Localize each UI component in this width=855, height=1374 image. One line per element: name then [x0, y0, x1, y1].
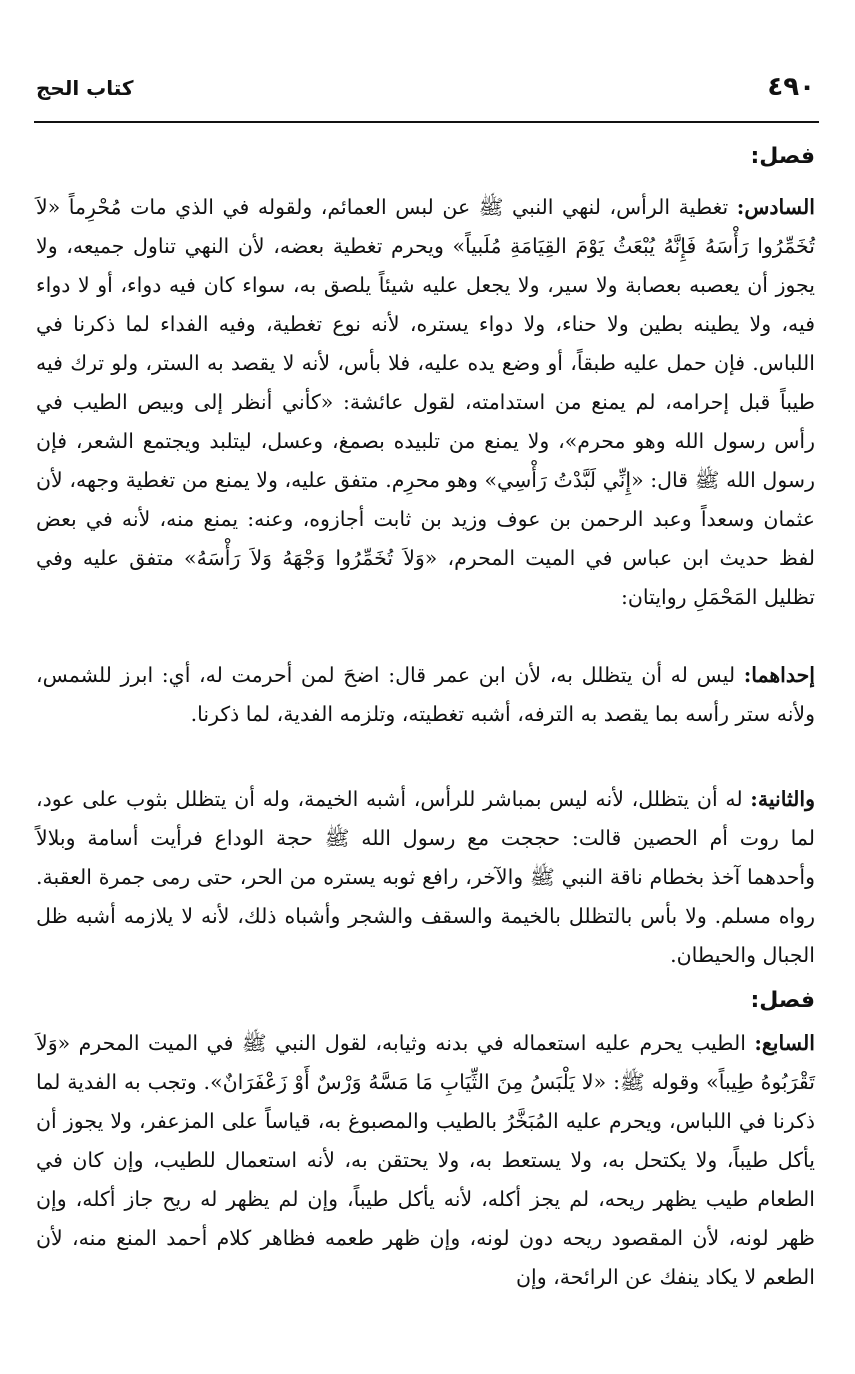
page-number: ٤٩٠: [767, 72, 815, 102]
paragraph-text: ليس له أن يتظلل به، لأن ابن عمر قال: اضحَ لمن أحرمت له، أي: ابرز للشمس، ولأنه ستر رأسه بما يقصد به الترفه، أشبه تغطيته، وتلزمه الفدية، لما ذكرنا.: [36, 663, 815, 726]
paragraph-text: الطيب يحرم عليه استعماله في بدنه وثيابه، لقول النبي ﷺ في الميت المحرم «وَلاَ تَقْرَبُوهُ طِيباً» وقوله ﷺ: «لا يَلْبَسُ مِنَ الثِّيَابِ مَا مَسَّهُ وَرْسٌ أَوْ زَعْفَرَانٌ». وتجب به الفدية لما ذكرنا في اللباس، ويحرم عليه المُبَخَّرُ بالطيب والمصبوغ به، قياساً على المزعفر، ولا يجوز أن يأكل طيباً، ولا يكتحل به، ولا يستعط به، ولا يحتقن به، لأنه استعمال للطيب، وإن كان في الطعام طيب يظهر ريحه، لم يجز أكله، لأنه يأكل طيباً، وإن لم يظهر له ريح جاز أكله، وإن ظهر لونه، لأن المقصود ريحه دون لونه، وإن ظهر طعمه فظاهر كلام أحمد المنع منه، لأن الطعم لا يكاد ينفك عن الرائحة، وإن: [36, 1031, 815, 1289]
paragraph-text: له أن يتظلل، لأنه ليس بمباشر للرأس، أشبه الخيمة، وله أن يتظلل بثوب على عود، لما روت أم الحصين قالت: حججت مع رسول الله ﷺ حجة الوداع فرأيت أسامة وبلالاً وأحدهما آخذ بخطام ناقة النبي ﷺ والآخر، رافع ثوبه يستره من الحر، حتى رمى جمرة العقبة. رواه مسلم. ولا بأس بالتظلل بالخيمة والسقف والشجر وأشباه ذلك، لأنه لا يلازمه أشبه ظل الجبال والحيطان.: [36, 787, 815, 967]
paragraph: [36, 188, 815, 617]
paragraph-lead: السابع:: [754, 1031, 815, 1055]
section-heading-1-wrap: [36, 144, 815, 169]
paragraph: [36, 656, 815, 734]
paragraph-lead: والثانية:: [750, 787, 815, 811]
paragraph-lead: إحداهما:: [743, 663, 815, 687]
paragraph-text: تغطية الرأس، لنهي النبي ﷺ عن لبس العمائم، ولقوله في الذي مات مُحْرِماً «لاَ تُخَمِّرُوا رَأْسَهُ فَإِنَّهُ يُبْعَثُ يَوْمَ القِيَامَةِ مُلَبياً» ويحرم تغطية بعضه، لأن النهي تناول جميعه، ولا يجوز أن يعصبه بعصابة ولا سير، ولا يجعل عليه شيئاً يلصق به، سواء كان فيه دواء، أو لا دواء فيه، ولا يطينه بطين ولا حناء، ولا دواء يستره، لأنه نوع تغطية، وفيه الفداء لما ذكرنا في اللباس. فإن حمل عليه طبقاً، أو وضع يده عليه، فلا بأس، لأنه لا يقصد به الستر، ولو ترك فيه طيباً قبل إحرامه، لم يمنع من استدامته، لقول عائشة: «كأني أنظر إلى وبيص الطيب في رأس رسول الله وهو محرم»، ولا يمنع من تلبيده بصمغ، وعسل، ليتلبد ويجتمع الشعر، فإن رسول الله ﷺ قال: «إِنِّي لَبَّدْتُ رَأْسِي» وهو محرِم. متفق عليه، ولا يمنع من تغطية وجهه، لأن عثمان وسعداً وعبد الرحمن بن عوف وزيد بن ثابت أجازوه، وعنه: يمنع منه، لأنه في بعض لفظ حديث ابن عباس في الميت المحرم، «وَلاَ تُخَمِّرُوا وَجْهَهُ وَلاَ رَأْسَهُ» متفق عليه وفي تظليل المَحْمَلِ روايتان:: [36, 195, 815, 609]
paragraph: [36, 780, 815, 975]
page-header: [36, 70, 815, 106]
section-heading: فصل:: [750, 144, 815, 169]
section-heading: فصل:: [750, 988, 815, 1013]
paragraph: [36, 1024, 815, 1297]
section-heading-2-wrap: [36, 988, 815, 1013]
header-divider: [34, 121, 819, 123]
book-title: كتاب الحج: [36, 76, 134, 100]
paragraph-lead: السادس:: [736, 195, 815, 219]
